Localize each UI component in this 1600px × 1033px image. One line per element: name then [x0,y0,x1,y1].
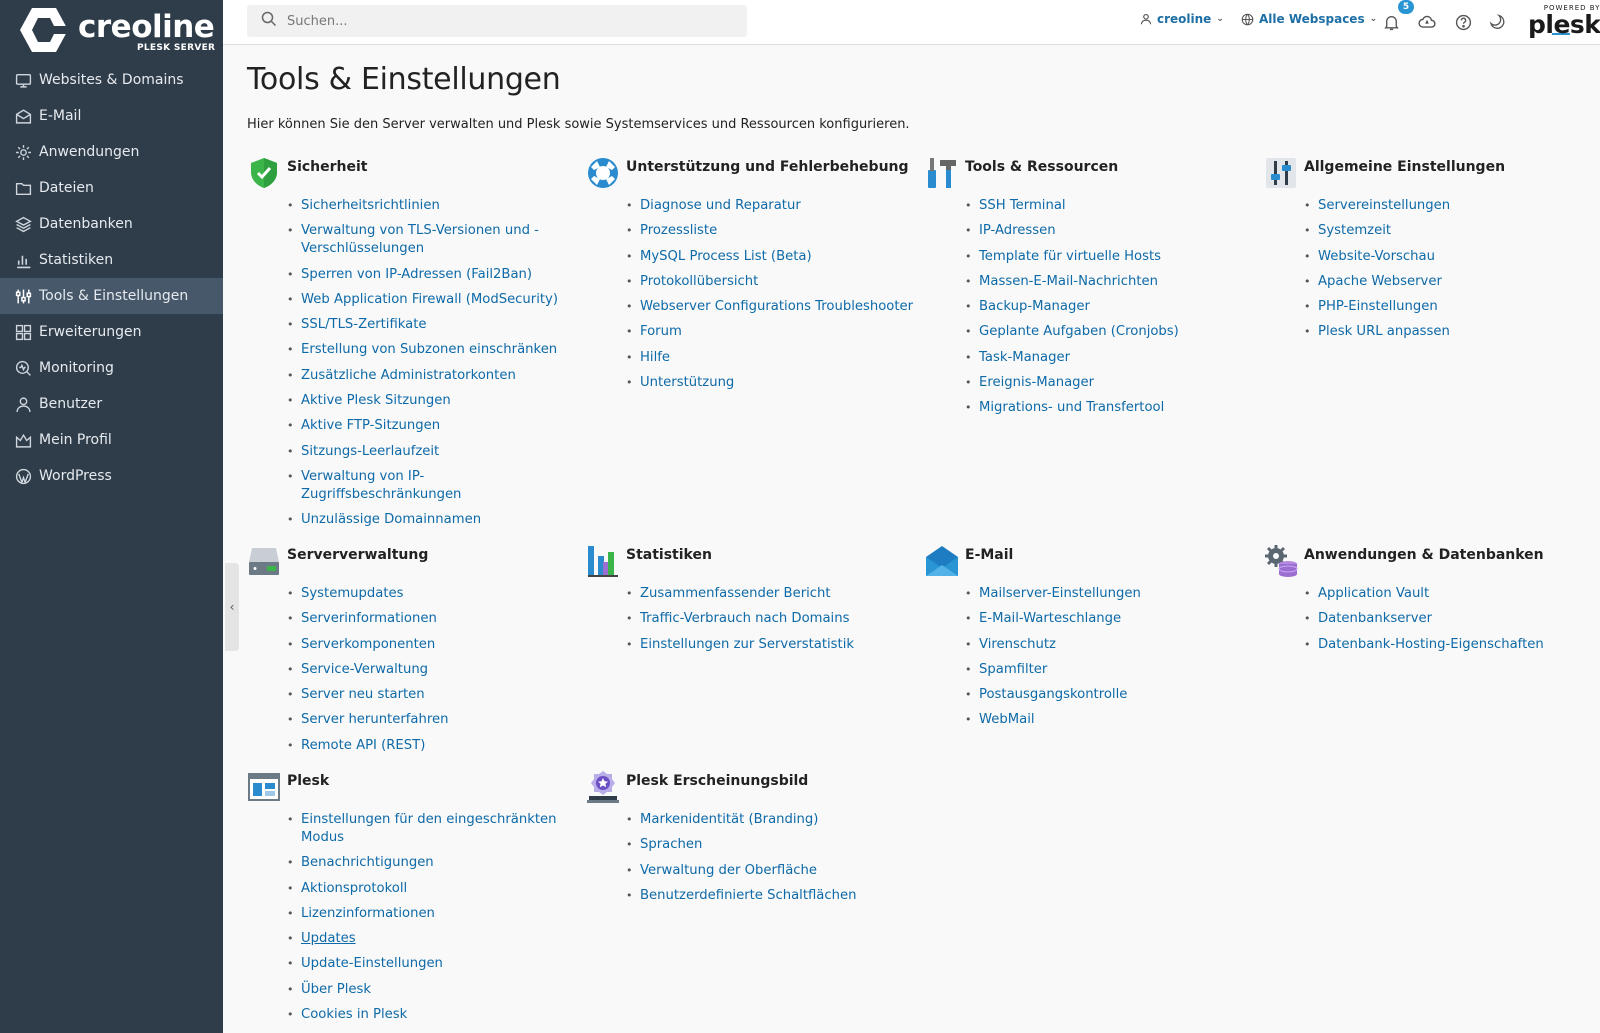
list-item [287,636,577,654]
link-hilfe[interactable]: Hilfe [640,349,671,365]
link-postausgang[interactable]: Postausgangskontrolle [979,687,1128,703]
list-item [287,443,577,461]
link-serverstatistik[interactable]: Einstellungen zur Serverstatistik [640,636,855,652]
gear-database-icon [1264,544,1298,578]
envelope-icon [15,108,32,125]
list-item [287,585,577,603]
list-item [287,316,577,334]
list-item [965,711,1255,729]
link-list [287,197,577,529]
list-item [287,880,577,898]
page-description: Hier können Sie den Server verwalten und Plesk sowie Systemservices und Ressourcen konfigurieren. [247,117,910,132]
link-fail2ban[interactable]: Sperren von IP-Adressen (Fail2Ban) [301,266,533,282]
link-list [287,585,577,755]
chevron-left-icon: ‹ [229,600,235,614]
list-item [965,197,1255,215]
list-item [626,323,916,341]
shield-check-icon [247,156,281,190]
powered-by-plesk [1528,4,1600,39]
page-title: Tools & Einstellungen [247,62,561,97]
list-item [626,585,916,603]
link-plesk-sitzungen[interactable]: Aktive Plesk Sitzungen [301,393,451,409]
search-input[interactable] [287,14,727,29]
link-virenschutz[interactable]: Virenschutz [979,636,1056,652]
list-item [287,367,577,385]
sidebar-item-label: Monitoring [39,360,114,376]
link-list [1304,197,1594,341]
link-php-einstellungen[interactable]: PHP-Einstellungen [1318,299,1438,315]
search-box[interactable] [247,5,747,37]
sidebar-item-label: E-Mail [39,108,82,124]
branding-badge-icon [586,770,620,804]
link-cronjobs[interactable]: Geplante Aufgaben (Cronjobs) [979,324,1179,340]
list-item [1304,298,1594,316]
list-item [1304,248,1594,266]
link-webserver-troubleshooter[interactable]: Webserver Configurations Troubleshooter [640,299,914,315]
list-item [287,955,577,973]
link-service-verwaltung[interactable]: Service-Verwaltung [301,661,429,677]
list-item [965,349,1255,367]
link-server-herunterfahren[interactable]: Server herunterfahren [301,712,449,728]
link-server-neustart[interactable]: Server neu starten [301,687,425,703]
section-support [586,158,916,399]
list-item [287,905,577,923]
list-item [626,636,916,654]
sidebar-item-datenbanken[interactable] [0,206,223,242]
link-webmail[interactable]: WebMail [979,712,1035,728]
list-item [287,341,577,359]
list-item [287,686,577,704]
list-item [1304,222,1594,240]
list-item [287,222,577,258]
link-serverkomponenten[interactable]: Serverkomponenten [301,636,436,652]
link-mysql-process[interactable]: MySQL Process List (Beta) [640,248,812,264]
sidebar-item-label: WordPress [39,468,112,484]
help-button[interactable] [1453,12,1473,32]
link-systemzeit[interactable]: Systemzeit [1318,223,1392,239]
link-ssh-terminal[interactable]: SSH Terminal [979,198,1066,213]
section-title: Tools & Ressourcen [965,159,1119,175]
section-title: Serververwaltung [287,547,429,563]
user-icon [15,396,32,413]
link-ueber-plesk[interactable]: Über Plesk [301,981,371,997]
list-item [965,686,1255,704]
envelope-icon [925,544,959,578]
sidebar-item-dateien[interactable] [0,170,223,206]
list-item [626,862,916,880]
user-menu[interactable] [1140,12,1224,26]
sidebar-item-mein-profil[interactable] [0,422,223,458]
list-item [287,981,577,999]
link-vhost-template[interactable]: Template für virtuelle Hosts [979,248,1162,264]
link-sicherheitsrichtlinien[interactable]: Sicherheitsrichtlinien [301,198,440,213]
list-item [287,417,577,435]
sidebar-nav [0,62,223,494]
section-tools [925,158,1255,425]
brand-logo[interactable] [0,0,223,60]
sidebar-item-label: Erweiterungen [39,324,142,340]
list-item [287,291,577,309]
link-spamfilter[interactable]: Spamfilter [979,661,1048,677]
list-item [626,349,916,367]
section-appearance [586,772,916,912]
webspaces-menu[interactable] [1241,12,1377,26]
monitoring-icon [15,360,32,377]
link-list [965,585,1255,729]
plesk-logo [1528,10,1600,39]
link-warteschlange[interactable]: E-Mail-Warteschlange [979,611,1122,627]
link-forum[interactable]: Forum [640,324,682,340]
monitor-icon [15,72,32,89]
user-name: creoline [1157,12,1212,26]
link-aktionsprotokoll[interactable]: Aktionsprotokoll [301,880,408,896]
list-item [1304,585,1594,603]
crown-icon [15,432,32,449]
list-item [287,468,577,504]
settings-sliders-icon [1264,156,1298,190]
link-plesk-url[interactable]: Plesk URL anpassen [1318,324,1450,340]
list-item [1304,197,1594,215]
sidebar-item-email[interactable] [0,98,223,134]
link-domainnamen[interactable]: Unzulässige Domainnamen [301,512,482,528]
list-item [287,511,577,529]
section-title: Statistiken [626,547,712,563]
link-sprachen[interactable]: Sprachen [640,837,703,853]
link-systemupdates[interactable]: Systemupdates [301,586,404,601]
link-lizenzinformationen[interactable]: Lizenzinformationen [301,905,435,921]
cloud-button[interactable] [1417,12,1437,32]
link-admin-konten[interactable]: Zusätzliche Administratorkonten [301,367,516,383]
chevron-down-icon: ⌄ [1216,14,1224,24]
link-ssl-zertifikate[interactable]: SSL/TLS-Zertifikate [301,317,427,333]
link-ip-adressen[interactable]: IP-Adressen [979,223,1056,239]
list-item [965,399,1255,417]
section-title: Plesk Erscheinungsbild [626,773,809,789]
sidebar-item-label: Tools & Einstellungen [39,288,189,304]
sidebar-item-label: Anwendungen [39,144,140,160]
link-serverinformationen[interactable]: Serverinformationen [301,611,437,627]
list-item [626,374,916,392]
window-icon [247,770,281,804]
list-item [965,585,1255,603]
list-item [287,711,577,729]
link-website-vorschau[interactable]: Website-Vorschau [1318,248,1435,264]
list-item [1304,610,1594,628]
list-item [1304,273,1594,291]
list-item [965,323,1255,341]
link-zusammenfassender-bericht[interactable]: Zusammenfassender Bericht [640,586,831,601]
link-schaltflaechen[interactable]: Benutzerdefinierte Schaltflächen [640,887,857,903]
list-item [287,266,577,284]
section-stats [586,546,916,661]
link-modsecurity[interactable]: Web Application Firewall (ModSecurity) [301,291,558,307]
link-ereignis-manager[interactable]: Ereignis-Manager [979,375,1095,391]
link-traffic-verbrauch[interactable]: Traffic-Verbrauch nach Domains [640,611,850,627]
search-icon [261,11,277,31]
sidebar-item-tools-einstellungen[interactable] [0,278,223,314]
link-db-hosting[interactable]: Datenbank-Hosting-Eigenschaften [1318,636,1544,652]
section-title: Anwendungen & Datenbanken [1304,547,1544,563]
link-updates[interactable]: Updates [301,931,356,947]
folder-icon [15,180,32,197]
link-list [626,811,916,905]
sidebar-item-benutzer[interactable] [0,386,223,422]
section-general [1264,158,1594,349]
plesk-wordmark: plesk [1528,10,1600,39]
list-item [626,887,916,905]
list-item [965,273,1255,291]
section-email [925,546,1255,737]
moon-icon [1489,14,1505,30]
list-item [965,298,1255,316]
list-item [626,298,916,316]
list-item [626,610,916,628]
section-title: Sicherheit [287,159,368,175]
help-icon [1455,14,1472,31]
link-cookies[interactable]: Cookies in Plesk [301,1007,408,1023]
section-title: Plesk [287,773,330,789]
section-title: E-Mail [965,547,1014,563]
link-list [287,811,577,1024]
chevron-down-icon: ⌄ [1369,14,1378,24]
sidebar-item-label: Mein Profil [39,432,112,448]
gear-icon [15,144,32,161]
link-eingeschraenkter-modus[interactable]: Einstellungen für den eingeschränkten Modus [301,812,557,845]
link-backup-manager[interactable]: Backup-Manager [979,299,1090,315]
list-item [287,197,577,215]
list-item [626,222,916,240]
link-branding[interactable]: Markenidentität (Branding) [640,812,819,827]
link-apache[interactable]: Apache Webserver [1318,273,1442,289]
link-list [626,585,916,654]
link-protokoll[interactable]: Protokollübersicht [640,273,759,289]
sidebar-item-label: Benutzer [39,396,103,412]
link-application-vault[interactable]: Application Vault [1318,586,1430,601]
list-item [287,610,577,628]
section-title: Allgemeine Einstellungen [1304,159,1506,175]
sidebar-collapse-button[interactable] [225,563,239,651]
puzzle-icon [15,324,32,341]
database-icon [15,216,32,233]
cloud-icon [1418,13,1436,31]
sidebar-item-anwendungen[interactable] [0,134,223,170]
sidebar-item-websites-domains[interactable] [0,62,223,98]
list-item [287,737,577,755]
sidebar-item-statistiken[interactable] [0,242,223,278]
lifebuoy-icon [586,156,620,190]
link-datenbankserver[interactable]: Datenbankserver [1318,611,1433,627]
link-update-einstellungen[interactable]: Update-Einstellungen [301,956,443,972]
link-ip-zugriff[interactable]: Verwaltung von IP-Zugriffsbeschränkungen [301,468,462,502]
link-list [965,197,1255,417]
list-item [626,273,916,291]
list-item [1304,323,1594,341]
section-title: Unterstützung und Fehlerbehebung [626,159,909,175]
bell-icon [1383,14,1400,31]
sidebar-item-monitoring[interactable] [0,350,223,386]
list-item [965,636,1255,654]
list-item [965,374,1255,392]
notifications-badge: 5 [1398,0,1414,14]
powered-by-label: POWERED BY [1543,4,1600,12]
server-icon [247,544,281,578]
link-mailserver[interactable]: Mailserver-Einstellungen [979,586,1141,601]
list-item [965,222,1255,240]
list-item [287,811,577,847]
link-benachrichtigungen[interactable]: Benachrichtigungen [301,855,434,871]
link-diagnose[interactable]: Diagnose und Reparatur [640,198,801,213]
list-item [626,197,916,215]
sidebar-item-label: Statistiken [39,252,114,268]
sidebar-item-label: Datenbanken [39,216,133,232]
link-task-manager[interactable]: Task-Manager [979,349,1071,365]
section-apps [1264,546,1594,661]
globe-icon [1241,13,1254,26]
link-oberflaeche[interactable]: Verwaltung der Oberfläche [640,862,818,878]
list-item [287,930,577,948]
link-list [626,197,916,392]
brand-name: creoline [78,9,215,45]
tools-icon [925,156,959,190]
link-servereinstellungen[interactable]: Servereinstellungen [1318,198,1451,213]
link-list [1304,585,1594,654]
section-sicherheit [247,158,577,537]
link-remote-api[interactable]: Remote API (REST) [301,737,426,753]
creoline-logo-icon [18,6,70,54]
list-item [626,248,916,266]
sidebar-item-wordpress[interactable] [0,458,223,494]
section-plesk [247,772,577,1031]
list-item [287,854,577,872]
list-item [287,661,577,679]
list-item [626,811,916,829]
bar-chart-icon [15,252,32,269]
list-item [965,610,1255,628]
sidebar-item-label: Dateien [39,180,94,196]
link-ftp-sitzungen[interactable]: Aktive FTP-Sitzungen [301,418,441,434]
bar-chart-icon [586,544,620,578]
user-icon [1140,13,1152,25]
wordpress-icon [15,468,32,485]
notifications-button[interactable] [1381,12,1401,32]
list-item [287,1006,577,1024]
section-server [247,546,577,762]
brand-subtitle: PLESK SERVER [137,43,216,53]
link-prozessliste[interactable]: Prozessliste [640,223,718,239]
list-item [965,248,1255,266]
sliders-icon [15,288,32,305]
theme-toggle-button[interactable] [1487,12,1507,32]
link-massen-email[interactable]: Massen-E-Mail-Nachrichten [979,273,1158,289]
main-content [247,45,1587,132]
webspaces-label: Alle Webspaces [1259,12,1365,26]
sidebar-item-erweiterungen[interactable] [0,314,223,350]
list-item [1304,636,1594,654]
link-migration[interactable]: Migrations- und Transfertool [979,400,1165,416]
link-leerlaufzeit[interactable]: Sitzungs-Leerlaufzeit [301,443,440,459]
topbar [223,0,1600,45]
link-subzonen[interactable]: Erstellung von Subzonen einschränken [301,342,558,358]
list-item [287,392,577,410]
list-item [626,836,916,854]
sidebar-item-label: Websites & Domains [39,72,184,88]
link-unterstuetzung[interactable]: Unterstützung [640,375,735,391]
sidebar [0,0,223,1033]
list-item [965,661,1255,679]
link-tls-versionen[interactable]: Verwaltung von TLS-Versionen und -Verschlüsselungen [301,223,539,257]
